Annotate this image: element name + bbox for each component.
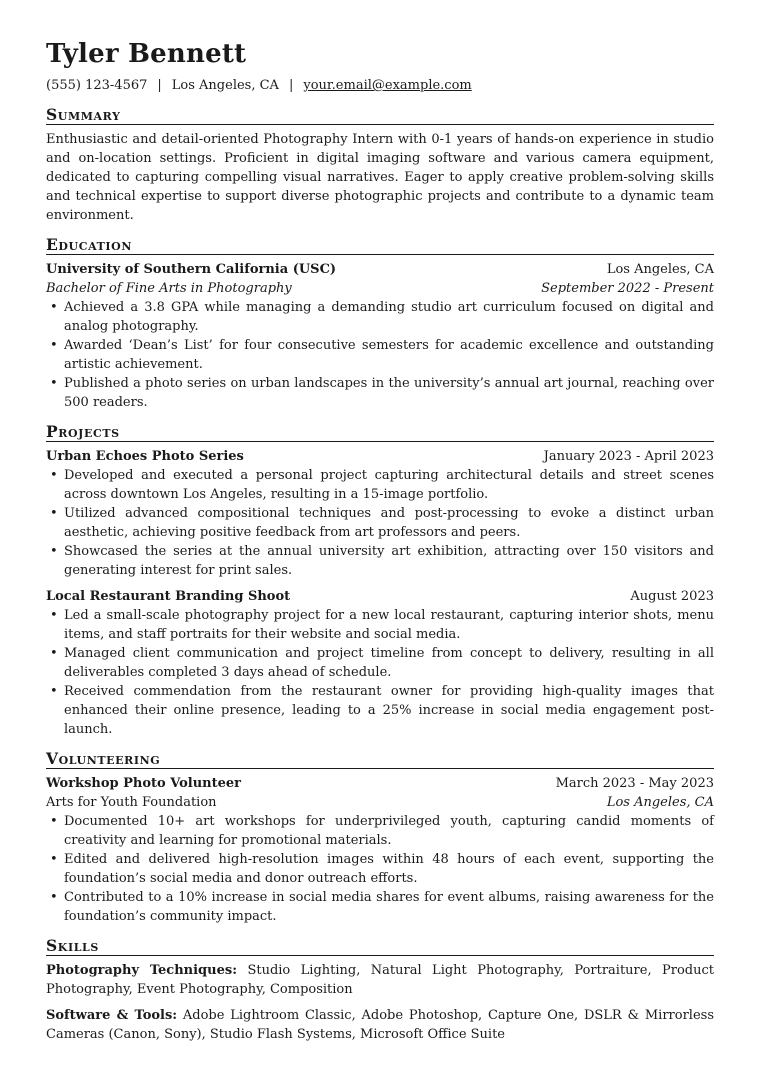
- volunteer-entry: [46, 774, 714, 926]
- project-dates: August 2023: [630, 589, 714, 604]
- contact-line: [46, 77, 714, 95]
- skill-label: Photography Techniques:: [46, 963, 237, 978]
- location: Los Angeles, CA: [171, 78, 279, 93]
- school-name: University of Southern California (USC): [46, 262, 337, 277]
- volunteer-bullets: [46, 812, 714, 926]
- project-entry: [46, 447, 714, 580]
- phone-number: (555) 123-4567: [46, 78, 148, 93]
- project-bullets: [46, 466, 714, 580]
- section-heading: Summary: [46, 105, 714, 125]
- skills-section: [46, 936, 714, 1044]
- bullet-item: • Documented 10+ art workshops for underprivileged youth, capturing candid moments of creativity and learning for promotional materials.: [64, 812, 714, 850]
- project-dates: January 2023 - April 2023: [543, 449, 714, 464]
- section-heading: Volunteering: [46, 749, 714, 769]
- contact-separator: |: [288, 78, 294, 93]
- summary-section: [46, 105, 714, 225]
- volunteer-organization: Arts for Youth Foundation: [46, 795, 217, 810]
- project-name: Urban Echoes Photo Series: [46, 449, 244, 464]
- skill-line: [46, 961, 714, 999]
- education-dates: September 2022 - Present: [541, 281, 714, 296]
- degree: Bachelor of Fine Arts in Photography: [46, 281, 292, 296]
- projects-section: [46, 422, 714, 739]
- bullet-item: • Led a small-scale photography project for a new local restaurant, capturing interior shots, menu items, and staff portraits for their website and social media.: [64, 606, 714, 644]
- project-name: Local Restaurant Branding Shoot: [46, 589, 291, 604]
- bullet-item: • Managed client communication and project timeline from concept to delivery, resulting in all deliverables completed 3 days ahead of schedule.: [64, 644, 714, 682]
- volunteer-role: Workshop Photo Volunteer: [46, 776, 242, 791]
- email-link[interactable]: your.email@example.com: [303, 78, 472, 93]
- volunteer-dates: March 2023 - May 2023: [555, 776, 714, 791]
- resume-page: [46, 38, 714, 1051]
- volunteering-section: [46, 749, 714, 926]
- skill-label: Software & Tools:: [46, 1008, 178, 1023]
- education-section: [46, 235, 714, 412]
- bullet-item: • Utilized advanced compositional techniques and post-processing to evoke a distinct urban aesthetic, achieving positive feedback from art professors and peers.: [64, 504, 714, 542]
- summary-text: Enthusiastic and detail-oriented Photography Intern with 0-1 years of hands-on experience in studio and on-location settings. Proficient in digital imaging software and various camera equipment, dedicated to capturing compelling visual narratives. Eager to apply creative problem-solving skills and technical expertise to support diverse photographic projects and contribute to a dynamic team environment.: [46, 132, 714, 223]
- school-location: Los Angeles, CA: [606, 262, 714, 277]
- section-heading: Education: [46, 235, 714, 255]
- skill-line: [46, 1006, 714, 1044]
- education-bullets: [46, 298, 714, 412]
- candidate-name: Tyler Bennett: [46, 39, 247, 69]
- bullet-item: • Contributed to a 10% increase in social media shares for event albums, raising awareness for the foundation’s community impact.: [64, 888, 714, 926]
- bullet-item: • Showcased the series at the annual university art exhibition, attracting over 150 visitors and generating interest for print sales.: [64, 542, 714, 580]
- project-entry: [46, 587, 714, 739]
- bullet-item: • Edited and delivered high-resolution images within 48 hours of each event, supporting the foundation’s social media and donor outreach efforts.: [64, 850, 714, 888]
- bullet-item: • Achieved a 3.8 GPA while managing a demanding studio art curriculum focused on digital and analog photography.: [64, 298, 714, 336]
- project-bullets: [46, 606, 714, 739]
- bullet-item: • Developed and executed a personal project capturing architectural details and street scenes across downtown Los Angeles, resulting in a 15-image portfolio.: [64, 466, 714, 504]
- skill-value: Studio Lighting, Natural Light Photography, Portraiture, Product Photography, Event Photography, Composition: [46, 963, 715, 997]
- section-heading: Skills: [46, 936, 714, 956]
- bullet-item: • Published a photo series on urban landscapes in the university’s annual art journal, reaching over 500 readers.: [64, 374, 714, 412]
- contact-separator: |: [157, 78, 162, 93]
- bullet-item: • Awarded ‘Dean’s List’ for four consecutive semesters for academic excellence and outstanding artistic achievement.: [64, 336, 714, 374]
- skill-value: Adobe Lightroom Classic, Adobe Photoshop, Capture One, DSLR & Mirrorless Cameras (Canon, Sony), Studio Flash Systems, Microsoft Office Suite: [46, 1008, 714, 1042]
- section-heading: Projects: [46, 422, 714, 442]
- education-entry: [46, 260, 714, 412]
- volunteer-location: Los Angeles, CA: [606, 795, 714, 810]
- bullet-item: • Received commendation from the restaurant owner for providing high-quality images that enhanced their online presence, leading to a 25% increase in social media engagement post-launch.: [64, 682, 714, 739]
